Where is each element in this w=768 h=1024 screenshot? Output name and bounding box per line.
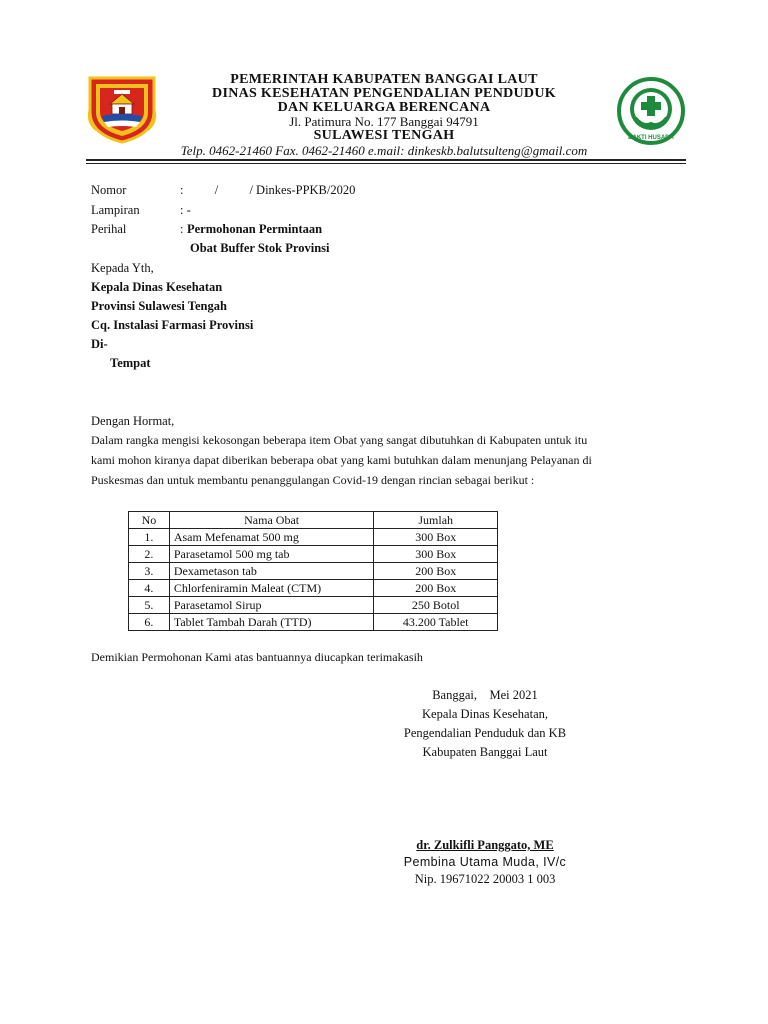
signatory-rank: Pembina Utama Muda, IV/c [403, 855, 567, 869]
signature-place-date: Banggai, Mei 2021 [432, 688, 538, 702]
row-no: 1. [129, 529, 170, 546]
letterhead-line-1: PEMERINTAH KABUPATEN BANGGAI LAUT [230, 72, 538, 87]
table-row [129, 546, 498, 563]
row-qty: 250 Botol [374, 597, 498, 614]
recipient-line-3: Cq. Instalasi Farmasi Provinsi [91, 318, 254, 332]
row-no: 6. [129, 614, 170, 631]
table-row [129, 563, 498, 580]
recipient-greeting: Kepada Yth, [91, 261, 154, 275]
signatory-nip: Nip. 19671022 20003 1 003 [414, 872, 556, 886]
row-name: Parasetamol Sirup [169, 597, 374, 614]
row-qty: 43.200 Tablet [374, 614, 498, 631]
row-qty: 300 Box [374, 546, 498, 563]
letterhead-contact: Telp. 0462-21460 Fax. 0462-21460 e.mail: dinkeskb.balutsulteng@gmail.com [180, 143, 588, 158]
letterhead-rule-thick [86, 159, 686, 161]
letterhead-province: SULAWESI TENGAH [313, 128, 455, 143]
nomor-value: : / / Dinkes-PPKB/2020 [180, 183, 356, 197]
bakti-husada-logo-icon [616, 76, 686, 146]
table-row [129, 597, 498, 614]
header-no: No [129, 512, 170, 529]
perihal-line-1: Permohonan Permintaan [187, 222, 323, 236]
body-paragraph-line-1: Dalam rangka mengisi kekosongan beberapa item Obat yang sangat dibutuhkan di Kabupaten untuk itu [91, 433, 588, 447]
letterhead-line-2: DINAS KESEHATAN PENGENDALIAN PENDUDUK [212, 86, 556, 101]
row-no: 5. [129, 597, 170, 614]
table-row [129, 614, 498, 631]
closing-sentence: Demikian Permohonan Kami atas bantuannya diucapkan terimakasih [91, 650, 423, 664]
row-qty: 300 Box [374, 529, 498, 546]
row-no: 2. [129, 546, 170, 563]
lampiran-value: : - [180, 203, 191, 217]
row-name: Asam Mefenamat 500 mg [169, 529, 374, 546]
salutation: Dengan Hormat, [91, 414, 175, 428]
nomor-label: Nomor [91, 183, 127, 197]
perihal-line-2: Obat Buffer Stok Provinsi [190, 241, 330, 255]
signature-title-3: Kabupaten Banggai Laut [422, 745, 548, 759]
recipient-line-4: Di- [91, 337, 108, 351]
perihal-colon: : [180, 222, 184, 236]
perihal-label: Perihal [91, 222, 127, 236]
letterhead-rule-thin [86, 163, 686, 164]
table-header-row [129, 512, 498, 529]
row-name: Chlorfeniramin Maleat (CTM) [169, 580, 374, 597]
recipient-line-1: Kepala Dinas Kesehatan [91, 280, 223, 294]
letterhead-address: Jl. Patimura No. 177 Banggai 94791 [289, 114, 479, 129]
header-jumlah: Jumlah [374, 512, 498, 529]
lampiran-label: Lampiran [91, 203, 140, 217]
row-qty: 200 Box [374, 563, 498, 580]
svg-text:BAKTI HUSADA [628, 135, 674, 141]
row-name: Tablet Tambah Darah (TTD) [169, 614, 374, 631]
table-row [129, 580, 498, 597]
table-row [129, 529, 498, 546]
row-no: 3. [129, 563, 170, 580]
row-no: 4. [129, 580, 170, 597]
header-nama-obat: Nama Obat [169, 512, 374, 529]
recipient-line-2: Provinsi Sulawesi Tengah [91, 299, 227, 313]
signature-title-1: Kepala Dinas Kesehatan, [422, 707, 548, 721]
recipient-line-5: Tempat [110, 356, 151, 370]
signature-title-2: Pengendalian Penduduk dan KB [403, 726, 567, 740]
letterhead-line-3: DAN KELUARGA BERENCANA [277, 100, 491, 115]
letterhead [0, 0, 768, 160]
body-paragraph-line-3: Puskesmas dan untuk membantu penanggulangan Covid-19 dengan rincian sebagai berikut : [91, 473, 535, 487]
row-qty: 200 Box [374, 580, 498, 597]
row-name: Dexametason tab [169, 563, 374, 580]
bakti-husada-text: BAKTI HUSADA [628, 135, 674, 141]
medicine-table [128, 511, 498, 631]
signatory-name: dr. Zulkifli Panggato, ME [416, 838, 554, 852]
body-paragraph-line-2: kami mohon kiranya dapat diberikan beberapa obat yang kami butuhkan dalam menunjang Pelayanan di [91, 453, 592, 467]
row-name: Parasetamol 500 mg tab [169, 546, 374, 563]
